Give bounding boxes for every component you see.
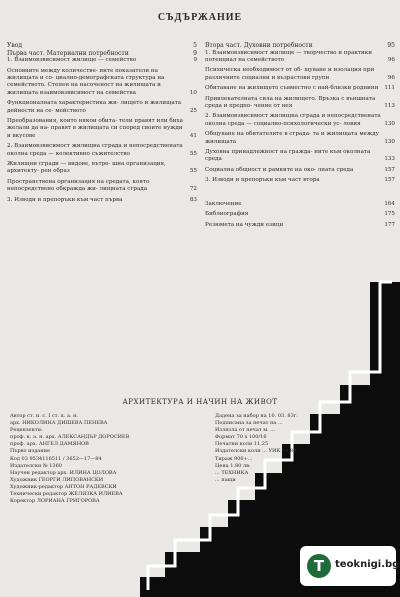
toc-entry: Резюмета на чужди езици 177 <box>205 221 395 228</box>
book-title: АРХИТЕКТУРА И НАЧИН НА ЖИВОТ <box>122 398 278 406</box>
imprint-line: Издателски № 1360 <box>10 462 62 469</box>
imprint-line: Излязла от печат м. ... <box>215 427 276 434</box>
imprint-line: Дадена за набор на 10. 03. 83г. <box>215 413 298 419</box>
imprint-line: ... ТЕХНИКА <box>215 469 249 476</box>
toc-entry: 3. Изводи и препоръки към част първа 83 <box>7 196 197 203</box>
imprint-line: Научен редактор арх. ИЛИНА ЦОЛОВА <box>10 469 117 476</box>
imprint-line: Рецензенти: <box>10 427 43 434</box>
toc-left-column <box>7 42 197 204</box>
imprint-line: Първо издание <box>10 448 50 455</box>
toc-entry: Психическа необходимост от об- щуване и изолация при различните социални и възрастови групи 96 <box>205 67 395 81</box>
toc-entry: Втора част. Духовни потребности 95 <box>205 42 395 49</box>
toc-entry: Функционалната характеристика жи- лището и жилищата дейности на се- мейството 25 <box>7 100 197 114</box>
toc-entry: Духовна принадлежност на гражда- ните към околната среда 133 <box>205 149 395 163</box>
toc-entry: 1. Взаимовзвисимост жилище — творчество и практики потенциал на семейството 96 <box>205 49 395 63</box>
imprint-line: Формат 70 х 100/16 <box>215 434 267 441</box>
imprint-line: Тираж 900+... <box>215 455 253 462</box>
imprint-left <box>10 413 190 505</box>
teoknigi-logo-icon: T <box>307 554 331 578</box>
toc-entry: Привлекателната сила на жилището. Връзка с външната среда и предпо- чение от нея 113 <box>205 95 395 110</box>
toc-entry: Първа част. Материални потребности 9 <box>7 49 197 57</box>
badge-label: teoknigi.bg <box>335 559 400 570</box>
toc-entry: Общуване на обитателите в сграда- та и жилищата между жилищата 130 <box>205 131 395 145</box>
imprint-line: Код 03 9534116511 / 3652—17—84 <box>10 455 102 462</box>
toc-entry: Жилищни сгради — видове, вътре- шна организация, архитекту- рен образ 55 <box>7 161 197 175</box>
toc-entry: Социална общност и рамките на око- лната среда 157 <box>205 166 395 173</box>
imprint-line: Технически редактор ЖЕЛЯЗКА ИЛИЕВА <box>10 491 123 498</box>
imprint-line: ... пащи <box>215 476 236 483</box>
toc-entry: 1. Взаимовзвисимост жилище — семейство 9 <box>7 57 197 64</box>
imprint-line: проф. к. а. н. арх. АЛЕКСАНДЪР ДОРОСИЕВ <box>10 434 130 441</box>
toc-entry: Преобразования, които някои обита- тели правят или биха желали да на- правят в жилищата си според своите нужди и вкусове 41 <box>7 118 197 139</box>
toc-entry: Пространствена организация на средата, която непосредствено обкражда жи- лищната сграда 72 <box>7 178 197 193</box>
imprint-right <box>215 413 335 484</box>
toc-right-column <box>205 42 395 229</box>
site-badge[interactable] <box>300 546 400 586</box>
imprint-line: Подписана за печат на ... <box>215 420 283 427</box>
imprint-line: арх. НИКОЛИНА ДИШЕВА ПЕНЕВА <box>10 420 108 427</box>
toc-entry: Увод 5 <box>7 42 197 49</box>
toc-entry: Библиография 175 <box>205 211 395 218</box>
imprint-line: Цена 1.80 лв. <box>215 462 251 469</box>
toc-entry: Основните между количестве- ните показатели на жилищата и со- циално-демографската структура на семейството. Степен на насоченост на жилищата и жилищата взаимовзвисимост на семейства 10 <box>7 67 197 96</box>
toc-entry: Обитаване на жилището съвместно с най-близки роднини 111 <box>205 85 395 92</box>
imprint-line: проф. арх. АНГЕЛ ДАМЯНОВ <box>10 441 89 448</box>
imprint-line: Художник-редактор АНТОН РАДЕВСКИ <box>10 483 117 490</box>
imprint-line: Печатни коли 11,25 <box>215 441 269 448</box>
toc-entry: Заключение 164 <box>205 200 395 207</box>
imprint-line: Издателски коли ... УИК 14,80 <box>215 448 297 455</box>
toc-entry: 3. Изводи и препоръки към част втора 157 <box>205 177 395 184</box>
toc-entry: 2. Взаимовзвисимост жилищна сграда и непосредствената околна среда — колективно съжителство 55 <box>7 143 197 157</box>
page-title: СЪДЪРЖАНИЕ <box>157 12 243 23</box>
imprint-line: Автор ст. н. с. I ст. к. а. н. <box>10 413 79 419</box>
imprint-line: Коректор ЛОРИАНА ГРИГОРОВА <box>10 498 100 505</box>
imprint-line: Художник ГЕОРГИ ЛИПОВАНСКИ <box>10 476 104 483</box>
toc-entry: 2. Взаимовзвисимост жилищна сграда и непосредствената околна среда — социално-психологически ус- ловия 130 <box>205 113 395 127</box>
